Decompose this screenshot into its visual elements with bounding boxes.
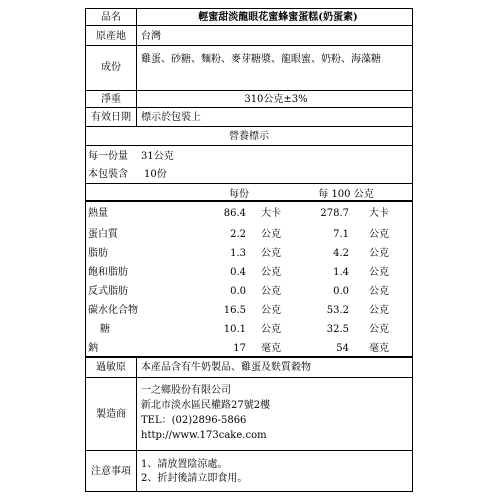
nutrient-per-100g: 7.1	[333, 229, 349, 240]
nutrient-unit-per-100g: 公克	[369, 305, 389, 316]
nutrient-unit-per-100g: 公克	[369, 286, 389, 297]
nutrient-per-100g: 32.5	[326, 324, 349, 335]
label-column-divider	[136, 9, 137, 127]
nutrient-unit-per-serving: 公克	[261, 324, 281, 335]
expiry-value: 標示於包裝上	[141, 112, 201, 123]
origin-label: 原產地	[96, 31, 126, 42]
nutrient-unit-per-100g: 毫克	[369, 343, 389, 354]
nutrition-header-row	[86, 184, 412, 202]
nutrient-name: 熱量	[88, 208, 108, 219]
nutrient-per-100g: 1.4	[333, 267, 349, 278]
nutrient-per-100g: 54	[336, 343, 349, 354]
origin-value: 台灣	[141, 31, 161, 42]
manufacturer-label: 製造商	[96, 409, 126, 420]
nutrient-unit-per-serving: 公克	[261, 286, 281, 297]
nutrient-unit-per-serving: 公克	[261, 267, 281, 278]
nutrient-per-serving: 86.4	[223, 208, 246, 219]
ingredients-value: 雞蛋、砂糖、麵粉、麥芽糖漿、龍眼蜜、奶粉、海藻糖	[141, 54, 381, 65]
servings-value: 10份	[144, 169, 167, 180]
manufacturer-address: 新北市淡水區民權路27號2樓	[141, 400, 271, 411]
nutrient-name: 反式脂肪	[88, 286, 128, 297]
manufacturer-name: 一之鄉股份有限公司	[141, 385, 231, 396]
product-label-table	[85, 8, 413, 492]
notes-label: 注意事項	[91, 466, 131, 477]
serving-size-value: 31公克	[141, 151, 174, 162]
ingredients-label: 成份	[101, 62, 121, 73]
net-weight-label: 淨重	[101, 94, 121, 105]
manufacturer-url: http://www.173cake.com	[141, 430, 267, 441]
nutrient-per-100g: 278.7	[320, 208, 349, 219]
col-per-100g-header: 每 100 公克	[318, 189, 374, 200]
nutrient-unit-per-serving: 公克	[261, 248, 281, 259]
nutrient-name: 蛋白質	[88, 229, 118, 240]
allergen-label: 過敏原	[96, 362, 126, 373]
nutrient-name: 脂肪	[88, 248, 108, 259]
allergen-value: 本產品含有牛奶製品、雞蛋及麩質穀物	[141, 362, 311, 373]
manufacturer-tel: TEL：(02)2896-5866	[141, 415, 247, 426]
nutrient-rows-block	[86, 202, 412, 358]
nutrient-per-serving: 1.3	[230, 248, 246, 259]
serving-info-row	[86, 146, 412, 184]
nutrient-per-100g: 4.2	[333, 248, 349, 259]
nutrient-unit-per-serving: 毫克	[261, 343, 281, 354]
nutrient-unit-per-100g: 公克	[369, 267, 389, 278]
col-per-serving-header: 每份	[229, 189, 249, 200]
nutrient-unit-per-serving: 公克	[261, 305, 281, 316]
nutrient-per-100g: 53.2	[326, 305, 349, 316]
nutrient-name: 飽和脂肪	[88, 267, 128, 278]
nutrient-per-serving: 10.1	[223, 324, 246, 335]
nutrient-per-serving: 0.4	[230, 267, 246, 278]
serving-size-label: 每一份量	[88, 151, 128, 162]
notes-line-1: 1、請放置陰涼處。	[141, 459, 228, 470]
product-name-label: 品名	[101, 12, 121, 23]
product-name-value: 輕蜜甜淡龍眼花蜜蜂蜜蛋糕(奶蛋素)	[198, 12, 358, 23]
nutrient-unit-per-100g: 大卡	[369, 208, 389, 219]
nutrient-unit-per-100g: 公克	[369, 248, 389, 259]
nutrient-name: 糖	[100, 324, 110, 335]
nutrient-name: 鈉	[88, 343, 98, 354]
expiry-label: 有效日期	[91, 112, 131, 123]
bottom-label-column-divider	[136, 358, 137, 491]
nutrient-per-serving: 0.0	[230, 286, 246, 297]
nutrient-unit-per-serving: 公克	[261, 229, 281, 240]
notes-line-2: 2、折封後請立即食用。	[141, 473, 248, 484]
nutrition-title: 營養標示	[229, 131, 269, 142]
nutrient-unit-per-serving: 大卡	[261, 208, 281, 219]
nutrient-per-serving: 17	[233, 343, 246, 354]
nutrient-unit-per-100g: 公克	[369, 324, 389, 335]
nutrient-per-100g: 0.0	[333, 286, 349, 297]
servings-label: 本包裝含	[88, 169, 128, 180]
nutrient-per-serving: 16.5	[223, 305, 246, 316]
net-weight-value: 310公克±3%	[244, 94, 308, 105]
nutrient-name: 碳水化合物	[88, 305, 138, 316]
nutrient-per-serving: 2.2	[230, 229, 246, 240]
nutrient-unit-per-100g: 公克	[369, 229, 389, 240]
